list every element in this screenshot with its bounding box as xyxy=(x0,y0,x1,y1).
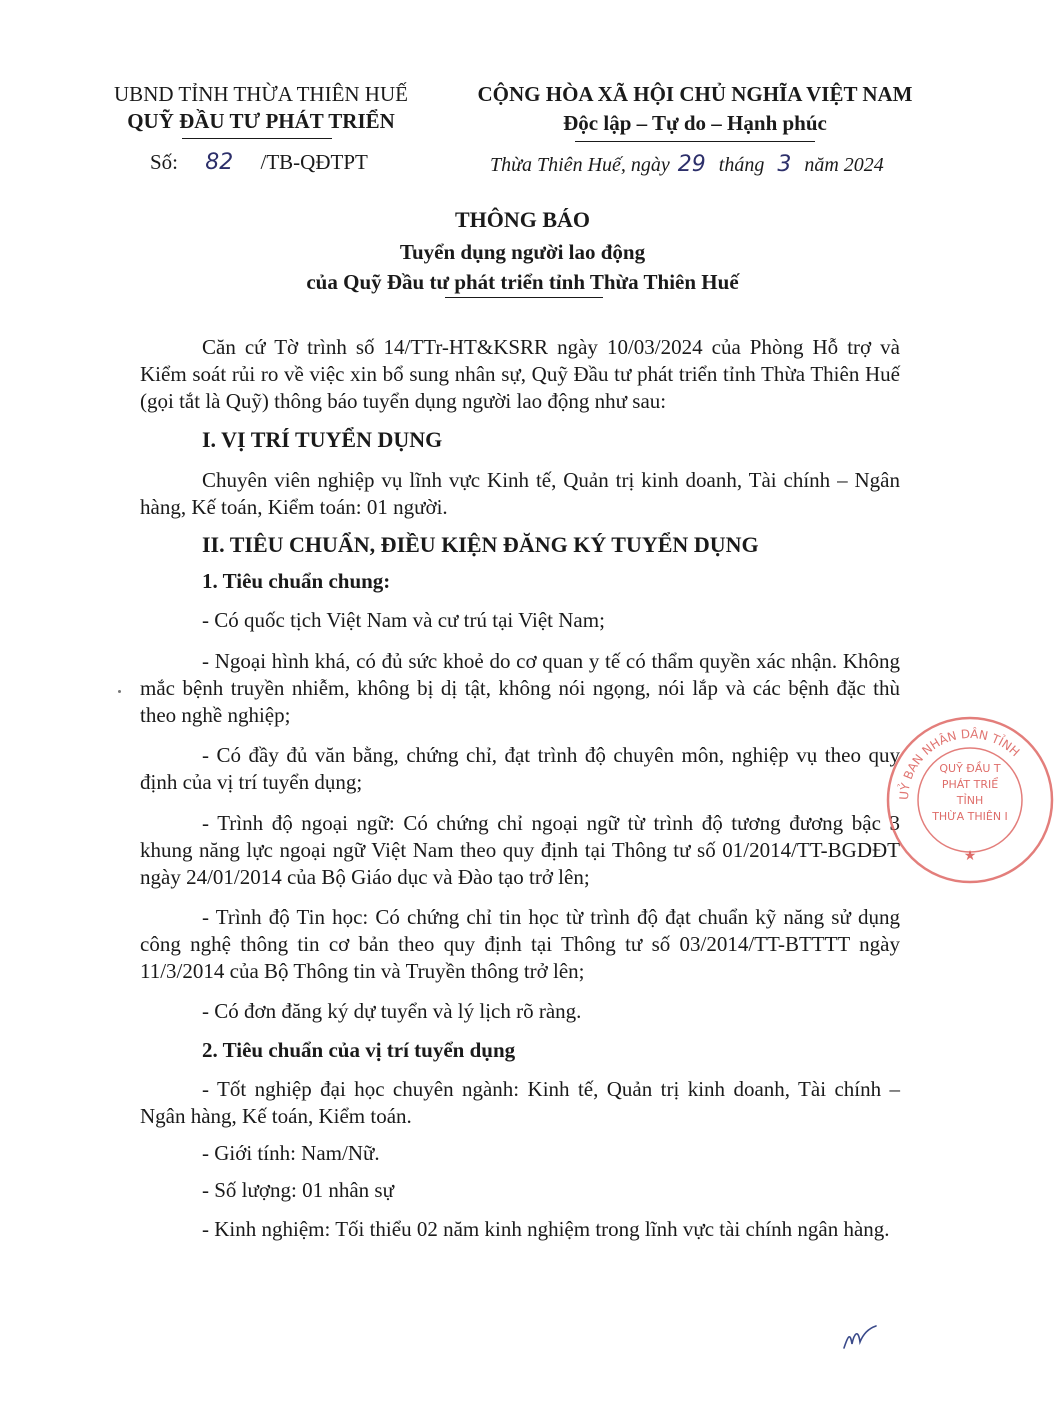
agency-name: QUỸ ĐẦU TƯ PHÁT TRIỂN xyxy=(127,109,395,133)
agency-underline xyxy=(182,138,332,139)
number-label: Số: xyxy=(150,150,179,174)
seal-line-1: QUỸ ĐẦU T xyxy=(939,762,1001,775)
seal-line-3: TỈNH xyxy=(956,794,984,807)
number-handwritten: 82 xyxy=(205,150,234,175)
notice-title: THÔNG BÁO xyxy=(454,207,591,232)
section-2-sub-2: 2. Tiêu chuẩn của vị trí tuyển dụng xyxy=(202,1038,516,1062)
list-item: - Giới tính: Nam/Nữ. xyxy=(202,1141,380,1165)
agency-parent: UBND TỈNH THỪA THIÊN HUẾ xyxy=(114,82,408,106)
national-motto: Độc lập – Tự do – Hạnh phúc xyxy=(563,111,827,135)
title-underline xyxy=(445,297,603,298)
date-day: 29 xyxy=(677,152,706,177)
intro-paragraph xyxy=(140,334,900,415)
list-item: - Kinh nghiệm: Tối thiểu 02 năm kinh nghiệm trong lĩnh vực tài chính ngân hàng. xyxy=(202,1217,890,1241)
list-item: - Số lượng: 01 nhân sự xyxy=(202,1178,394,1202)
section-2-sub-1: 1. Tiêu chuẩn chung: xyxy=(202,569,391,593)
date-year: năm 2024 xyxy=(804,154,884,176)
section-2-heading: II. TIÊU CHUẨN, ĐIỀU KIỆN ĐĂNG KÝ TUYỂN DỤNG xyxy=(202,532,759,557)
list-item: - Ngoại hình khá, có đủ sức khoẻ do cơ quan y tế có thẩm quyền xác nhận. Không mắc bệnh truyền nhiễm, không bị dị tật, không nói ngọng, nói lắp và các bệnh đặc thù theo nghề nghiệp; xyxy=(140,649,900,727)
notice-subtitle-2: của Quỹ Đầu tư phát triển tỉnh Thừa Thiên Huế xyxy=(306,270,739,294)
seal-outer-text: UỶ BAN NHÂN DÂN TỈNH xyxy=(896,726,1023,801)
number-suffix: /TB-QĐTPT xyxy=(260,150,368,174)
date-month: 3 xyxy=(777,152,792,177)
list-item: - Có đầy đủ văn bằng, chứng chỉ, đạt trình độ chuyên môn, nghiệp vụ theo quy định của vị trí tuyển dụng; xyxy=(140,743,900,794)
document-number xyxy=(150,150,368,175)
document-date xyxy=(490,152,884,177)
intro-text: Căn cứ Tờ trình số 14/TTr-HT&KSRR ngày 10/03/2024 của Phòng Hỗ trợ và Kiểm soát rủi ro về việc xin bổ sung nhân sự, Quỹ Đầu tư phát triển tỉnh Thừa Thiên Huế (gọi tắt là Quỹ) thông báo tuyển dụng người lao động như sau: xyxy=(140,335,900,413)
list-item: - Có quốc tịch Việt Nam và cư trú tại Việt Nam; xyxy=(202,608,605,632)
section-1-text: Chuyên viên nghiệp vụ lĩnh vực Kinh tế, Quản trị kinh doanh, Tài chính – Ngân hàng, Kế toán, Kiểm toán: 01 người. xyxy=(140,468,900,519)
list-item: - Có đơn đăng ký dự tuyển và lý lịch rõ ràng. xyxy=(202,999,582,1023)
national-title: CỘNG HÒA XÃ HỘI CHỦ NGHĨA VIỆT NAM xyxy=(477,82,913,106)
scan-dot xyxy=(118,690,121,693)
notice-subtitle: Tuyển dụng người lao động xyxy=(399,240,646,264)
date-month-label: tháng xyxy=(718,154,765,176)
list-item: - Tốt nghiệp đại học chuyên ngành: Kinh tế, Quản trị kinh doanh, Tài chính – Ngân hàng, Kế toán, Kiểm toán. xyxy=(140,1077,900,1128)
official-seal xyxy=(880,710,1060,890)
initials-signature xyxy=(840,1322,880,1354)
list-item: - Trình độ ngoại ngữ: Có chứng chỉ ngoại ngữ từ trình độ tương đương bậc 3 khung năng lực ngoại ngữ Việt Nam theo quy định tại Thông tư số 01/2014/TT-BGDĐT ngày 24/01/2014 của Bộ Giáo dục và Đào tạo trở lên; xyxy=(140,811,900,889)
date-prefix: Thừa Thiên Huế, ngày xyxy=(490,154,670,176)
list-item: - Trình độ Tin học: Có chứng chỉ tin học từ trình độ đạt chuẩn kỹ năng sử dụng công nghệ thông tin cơ bản theo quy định tại Thông tư số 03/2014/TT-BTTTT ngày 11/3/2014 của Bộ Thông tin và Truyền thông trở lên; xyxy=(140,905,900,983)
seal-line-4: THỪA THIÊN I xyxy=(932,810,1008,823)
seal-line-2: PHÁT TRIỂ xyxy=(941,778,999,791)
section-1-heading: I. VỊ TRÍ TUYỂN DỤNG xyxy=(202,427,443,452)
seal-star-icon: ★ xyxy=(963,848,977,864)
motto-underline xyxy=(575,141,815,142)
